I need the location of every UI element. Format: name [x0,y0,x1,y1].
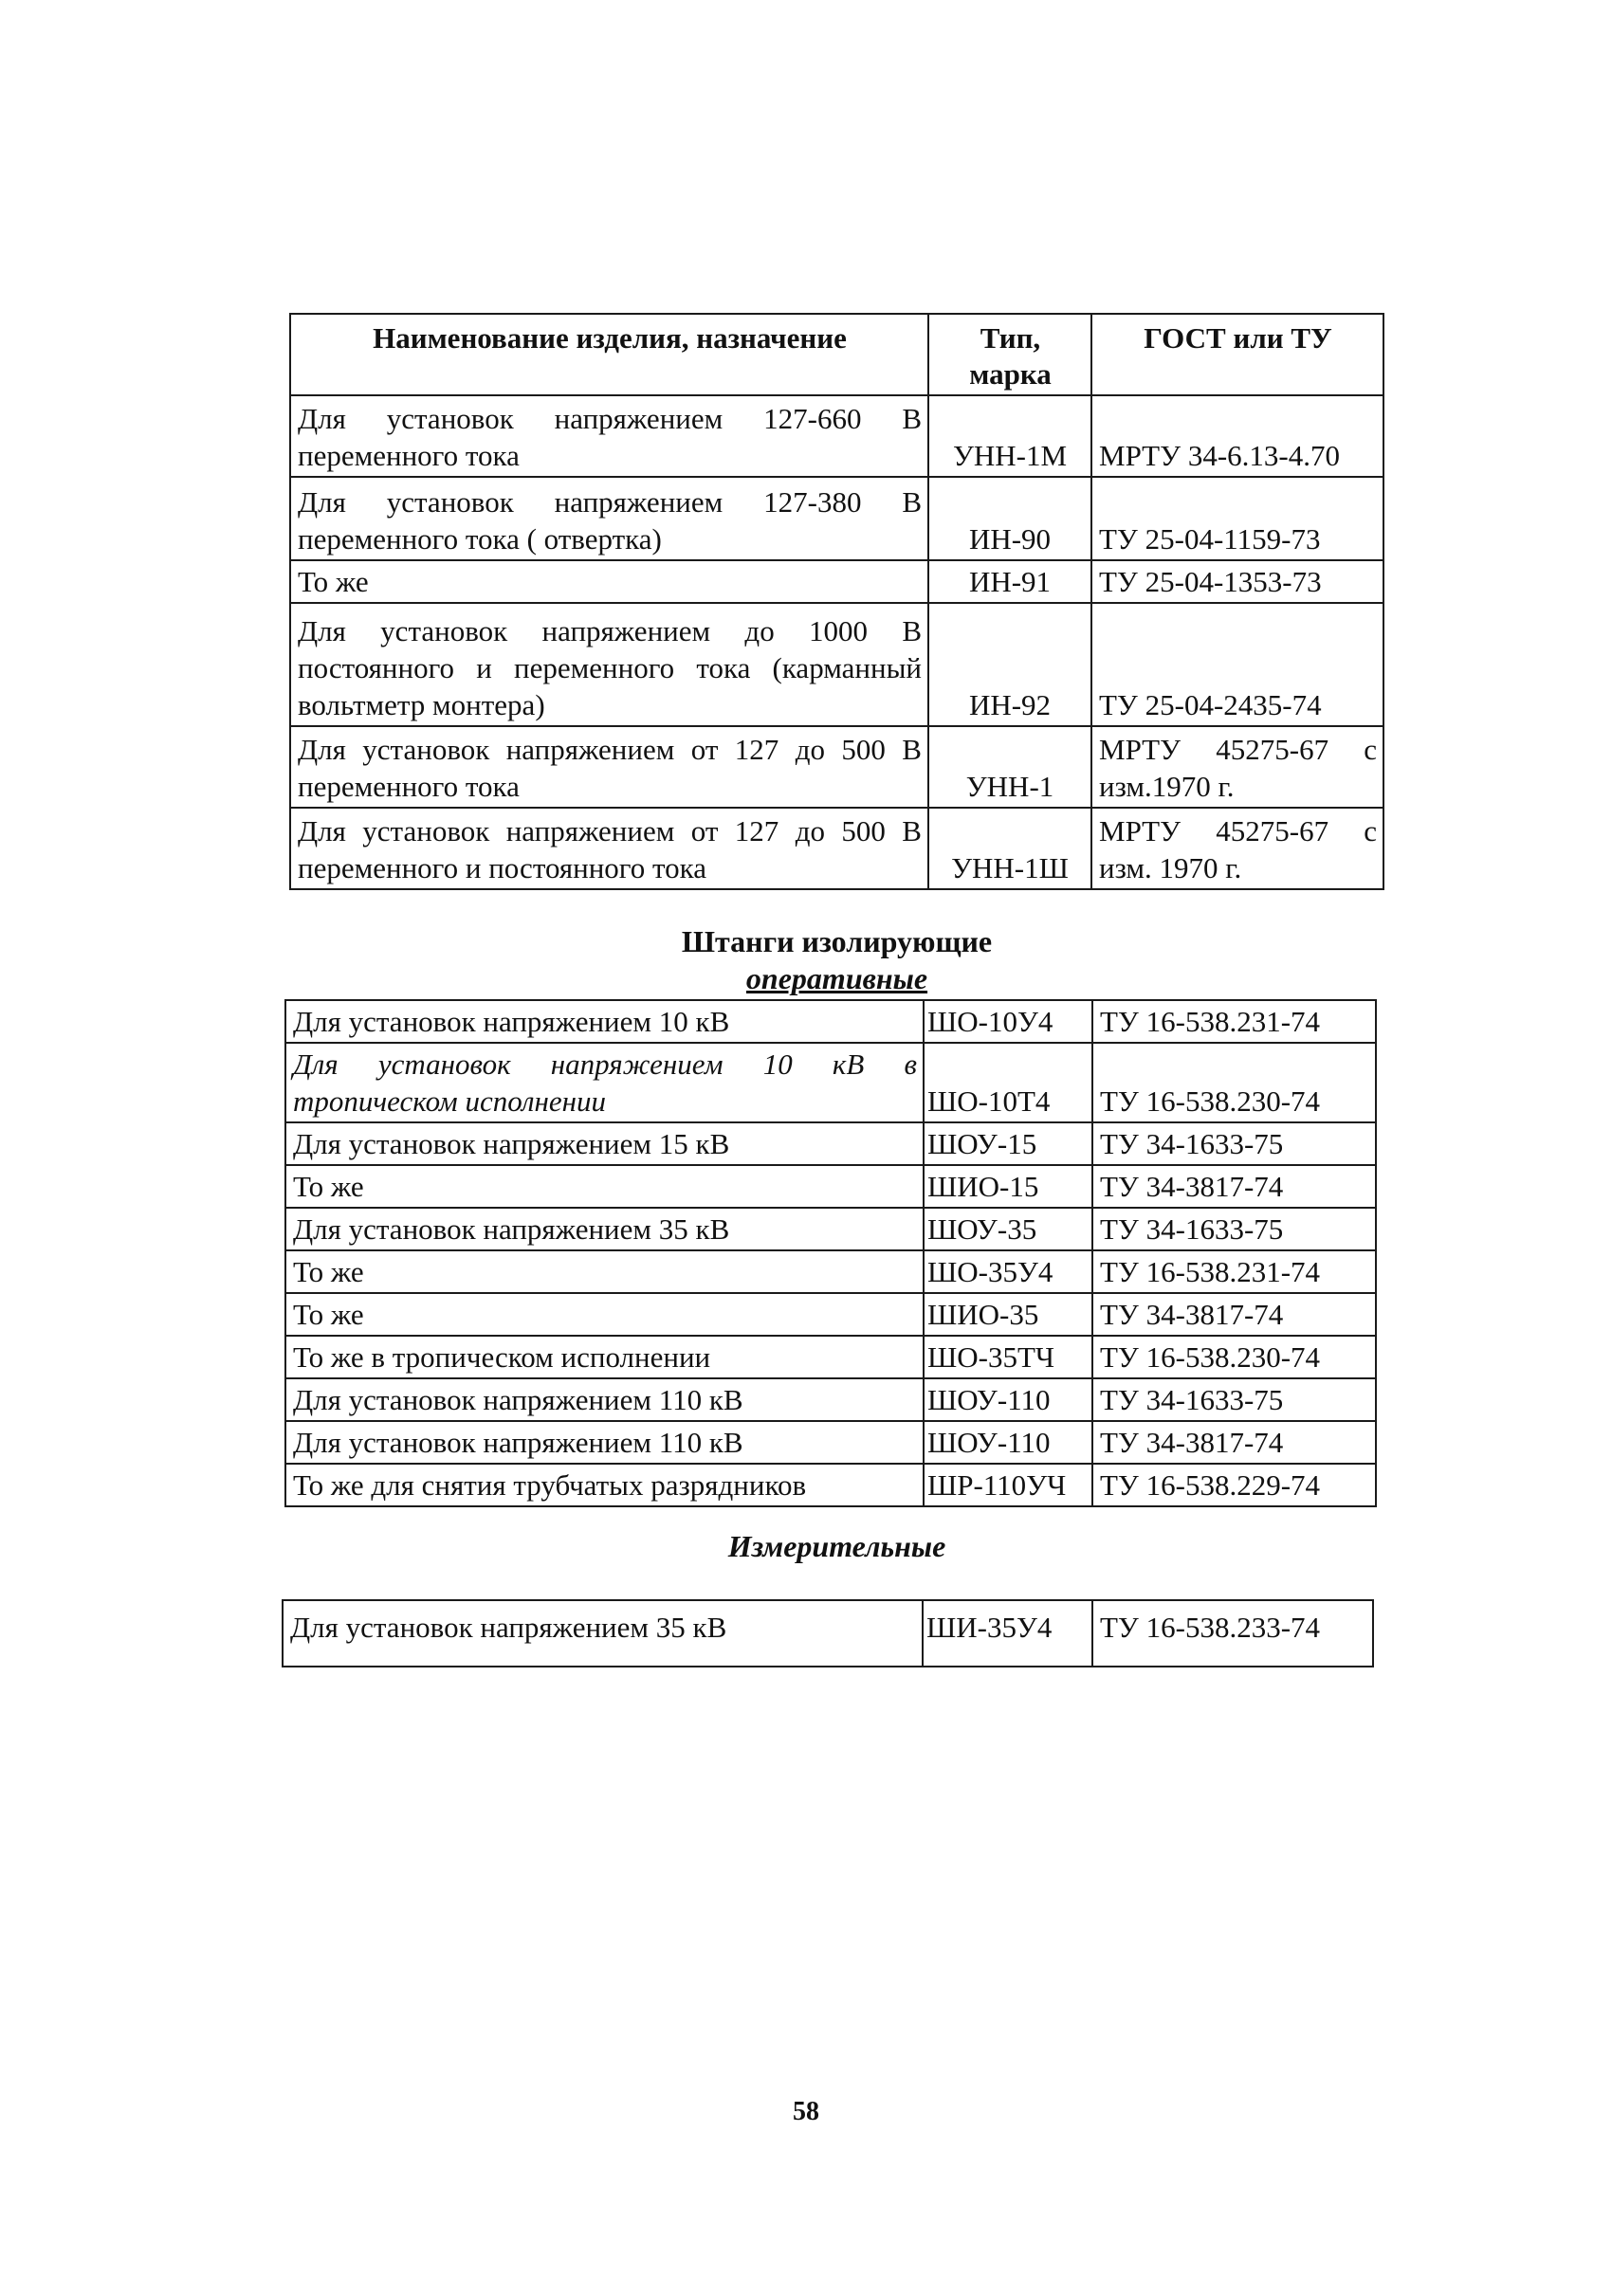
cell-standard: ТУ 34-3817-74 [1092,1165,1376,1208]
table-row [290,395,1383,477]
cell-name: Для установок напряжением 10 кВ [285,1000,924,1043]
cell-standard: ТУ 16-538.233-74 [1092,1600,1373,1667]
cell-name: То же [285,1165,924,1208]
cell-type: ШО-10Т4 [924,1043,1092,1122]
table-row [285,1464,1376,1506]
cell-type: ШР-110УЧ [924,1464,1092,1506]
cell-type: УНН-1Ш [928,808,1091,889]
column-header-name: Наименование изделия, назначение [290,314,928,395]
cell-name: Для установок напряжением от 127 до 500 В переменного тока [290,726,928,808]
table-indicators [289,313,1384,890]
table-row [290,808,1383,889]
cell-name: Для установок напряжением 35 кВ [285,1208,924,1250]
table-row [283,1600,1373,1667]
section-subtitle-operative: оперативные [745,961,928,995]
cell-type: ИН-91 [928,560,1091,603]
cell-standard: ТУ 25-04-2435-74 [1091,603,1383,726]
cell-standard: ТУ 34-1633-75 [1092,1378,1376,1421]
cell-type: ШОУ-35 [924,1208,1092,1250]
cell-type: ШО-35У4 [924,1250,1092,1293]
cell-standard: ТУ 25-04-1159-73 [1091,477,1383,560]
cell-standard: ТУ 16-538.231-74 [1092,1000,1376,1043]
cell-type: ШО-10У4 [924,1000,1092,1043]
cell-name: Для установок напряжением 10 кВ в тропическом исполнении [285,1043,924,1122]
section-title-measuring: Измерительные [727,1529,946,1563]
table-measuring-rods [282,1599,1374,1667]
table-row [290,603,1383,726]
cell-name: Для установок напряжением 35 кВ [283,1600,923,1667]
column-header-standard: ГОСТ или ТУ [1091,314,1383,395]
cell-type: ШИО-15 [924,1165,1092,1208]
cell-standard: МРТУ 45275-67 с изм.1970 г. [1091,726,1383,808]
page-number: 58 [793,2097,819,2126]
table-row [285,1208,1376,1250]
cell-standard: ТУ 25-04-1353-73 [1091,560,1383,603]
table-row [290,477,1383,560]
cell-standard: МРТУ 45275-67 с изм. 1970 г. [1091,808,1383,889]
cell-type: ИН-92 [928,603,1091,726]
cell-name: Для установок напряжением 15 кВ [285,1122,924,1165]
cell-standard: ТУ 34-3817-74 [1092,1421,1376,1464]
cell-name: То же [285,1250,924,1293]
cell-name: Для установок напряжением 127-380 В переменного тока ( отвертка) [290,477,928,560]
table-row [290,726,1383,808]
cell-standard: ТУ 34-1633-75 [1092,1208,1376,1250]
table-row [285,1293,1376,1336]
table-row [285,1165,1376,1208]
table-operative-rods [284,999,1377,1507]
cell-standard: ТУ 16-538.230-74 [1092,1336,1376,1378]
cell-name: Для установок напряжением от 127 до 500 В переменного и постоянного тока [290,808,928,889]
table-row [285,1421,1376,1464]
table-row [285,1122,1376,1165]
cell-type: ШОУ-110 [924,1421,1092,1464]
cell-type: УНН-1М [928,395,1091,477]
cell-name: Для установок напряжением 127-660 В переменного тока [290,395,928,477]
cell-type: ШОУ-110 [924,1378,1092,1421]
cell-standard: ТУ 34-3817-74 [1092,1293,1376,1336]
table-row [285,1378,1376,1421]
cell-name: То же [290,560,928,603]
cell-type: ШИ-35У4 [923,1600,1092,1667]
cell-standard: ТУ 16-538.229-74 [1092,1464,1376,1506]
table-row [285,1043,1376,1122]
cell-standard: ТУ 16-538.230-74 [1092,1043,1376,1122]
table-row [290,560,1383,603]
cell-type: ИН-90 [928,477,1091,560]
table-row [285,1000,1376,1043]
cell-name: То же в тропическом исполнении [285,1336,924,1378]
table-row [285,1336,1376,1378]
cell-standard: МРТУ 34-6.13-4.70 [1091,395,1383,477]
table-header-row [290,314,1383,395]
cell-name: Для установок напряжением до 1000 В постоянного и переменного тока (карманный вольтметр монтера) [290,603,928,726]
cell-name: Для установок напряжением 110 кВ [285,1378,924,1421]
cell-type: ШИО-35 [924,1293,1092,1336]
column-header-type: Тип, марка [928,314,1091,395]
section-title-insulating-rods: Штанги изолирующие [681,924,993,958]
cell-name: Для установок напряжением 110 кВ [285,1421,924,1464]
cell-standard: ТУ 16-538.231-74 [1092,1250,1376,1293]
cell-type: УНН-1 [928,726,1091,808]
cell-standard: ТУ 34-1633-75 [1092,1122,1376,1165]
cell-type: ШО-35ТЧ [924,1336,1092,1378]
cell-name: То же для снятия трубчатых разрядников [285,1464,924,1506]
cell-name: То же [285,1293,924,1336]
cell-type: ШОУ-15 [924,1122,1092,1165]
table-row [285,1250,1376,1293]
